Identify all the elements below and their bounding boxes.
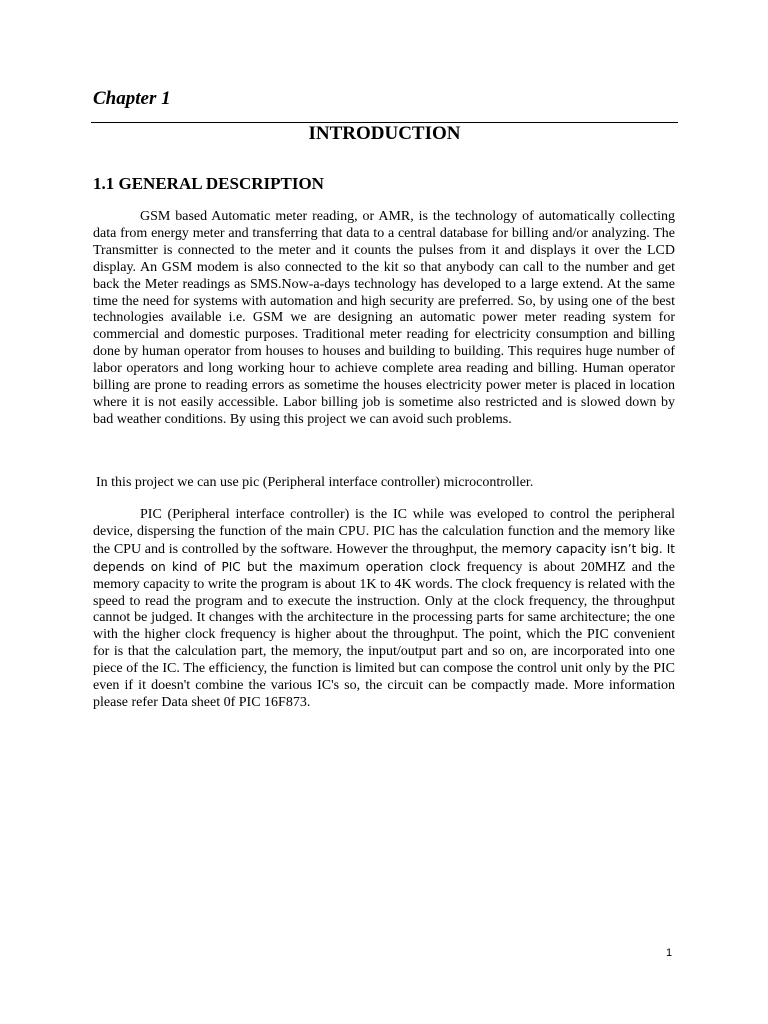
paragraph-pic-description bbox=[93, 507, 675, 712]
page-number: 1 bbox=[666, 947, 673, 959]
paragraph-pic-text-part1: PIC (Peripheral interface controller) is the IC while was eveloped to control the peripheral device, dispersing the function of the main CPU. PIC has the calculation function and the memory like the CPU and is controlled by the software. However the throughput, the bbox=[93, 507, 675, 557]
section-heading: 1.1 GENERAL DESCRIPTION bbox=[93, 174, 324, 193]
chapter-label: Chapter 1 bbox=[93, 88, 171, 109]
paragraph-pic-text-mono: memory capacity isn’t big. It depends on kind of PIC but the maximum operation clock bbox=[93, 541, 675, 574]
paragraph-general-description: GSM based Automatic meter reading, or AMR, is the technology of automatically collecting data from energy meter and transferring that data to a central database for billing and/or analyzing. The Transmitter is connected to the meter and it counts the pulses from it and displays it over the LCD display. An GSM modem is also connected to the kit so that anybody can call to the number and get back the Meter readings as SMS.Now-a-days technology has developed to a large extend. At the same time the need for systems with automation and high security are preferred. So, by using one of the best technologies available i.e. GSM we are designing an automatic power meter reading system for commercial and domestic purposes. Traditional meter reading for electricity consumption and billing done by human operator from houses to houses and building to building. This requires huge number of labor operators and long working hour to achieve complete area reading and billing. Human operator billing are prone to reading errors as sometime the houses electricity power meter is placed in location where it is not easily accessible. Labor billing job is sometime also restricted and is slowed down by bad weather conditions. By using this project we can avoid such problems. bbox=[93, 209, 675, 427]
page-title: INTRODUCTION bbox=[308, 123, 461, 144]
paragraph-pic-intro: In this project we can use pic (Peripheral interface controller) microcontroller. bbox=[96, 475, 534, 490]
paragraph-pic-text-part2: frequency is about 20MHZ and the memory capacity to write the program is about 1K to 4K words. The clock frequency is related with the speed to read the program and to execute the instruction. Only at the clock frequency, the throughput cannot be judged. It changes with the architecture in the processing parts for same architecture; the one with the higher clock frequency is higher about the throughput. The point, which the PIC convenient for is that the calculation part, the memory, the input/output part and so on, are incorporated into one piece of the IC. The efficiency, the function is limited but can compose the control unit only by the PIC even if it doesn't combine the various IC's so, the circuit can be compactly made. More information please refer Data sheet 0f PIC 16F873. bbox=[93, 559, 676, 710]
